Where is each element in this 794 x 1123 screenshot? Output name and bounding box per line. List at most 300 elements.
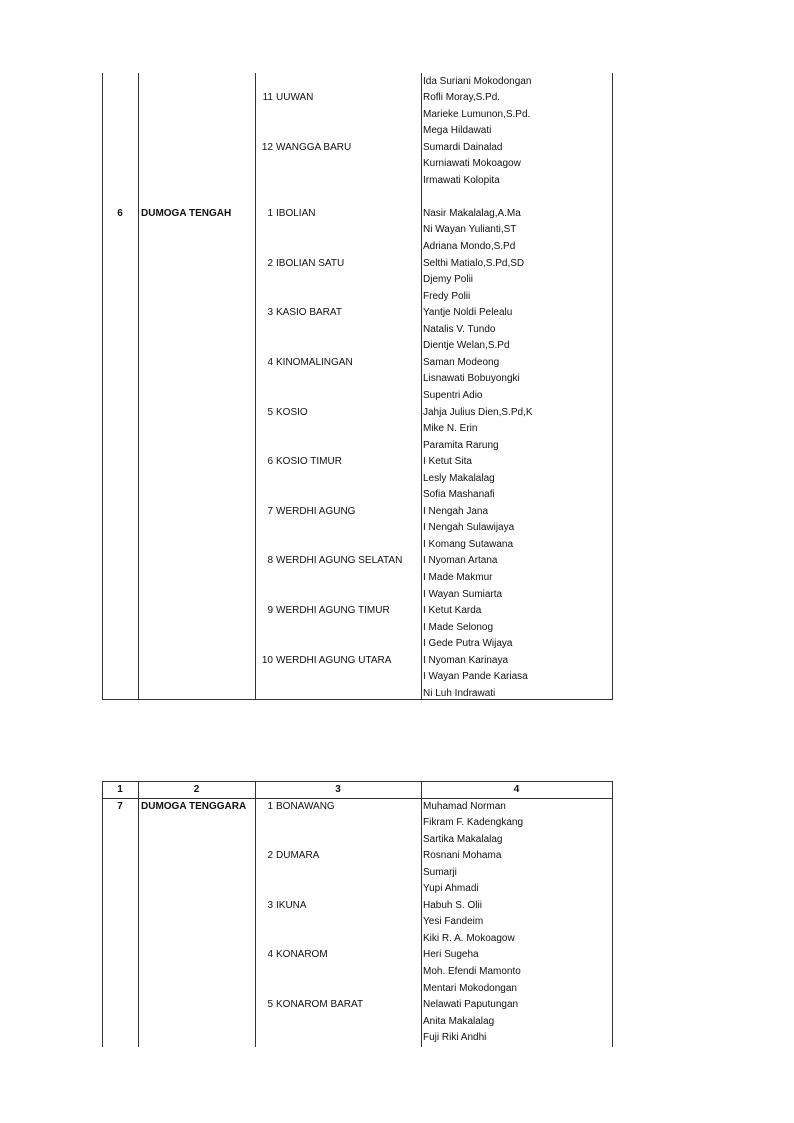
row-number (102, 173, 138, 190)
official-name: Sartika Makalalag (423, 833, 503, 845)
kecamatan-name (141, 1014, 255, 1031)
table-row (102, 322, 613, 339)
kecamatan-name (141, 553, 255, 570)
desa-name: WERDHI AGUNG (276, 505, 356, 517)
kecamatan-name (141, 947, 255, 964)
desa-name (276, 914, 436, 931)
row-number (102, 553, 138, 570)
desa-name (276, 669, 436, 686)
row-number (102, 454, 138, 471)
table-row (102, 799, 613, 816)
table-row (102, 371, 613, 388)
table-row (102, 156, 613, 173)
official-name: Nelawati Paputungan (423, 999, 519, 1011)
desa-name (276, 239, 436, 256)
desa-number (255, 438, 273, 455)
desa-name (276, 636, 436, 653)
official-name: Djemy Polii (423, 274, 474, 286)
official-name: Fikram F. Kadengkang (423, 817, 524, 829)
kecamatan-name: DUMOGA TENGAH (141, 207, 232, 219)
desa-number: 4 (267, 949, 273, 961)
table-row (102, 815, 613, 832)
desa-name (276, 815, 436, 832)
table-row (102, 305, 613, 322)
kecamatan-name (141, 997, 255, 1014)
desa-name: KOSIO (276, 406, 308, 418)
desa-number: 2 (267, 257, 273, 269)
official-name: Yesi Fandeim (423, 916, 484, 928)
table-row (102, 603, 613, 620)
table-row (102, 173, 613, 190)
kecamatan-name (141, 239, 255, 256)
official-name: Mega Hildawati (423, 125, 492, 137)
desa-number (255, 371, 273, 388)
kecamatan-name (141, 520, 255, 537)
table-row (102, 438, 613, 455)
kecamatan-name (141, 981, 255, 998)
row-number (102, 815, 138, 832)
row-number (102, 504, 138, 521)
table-row (102, 107, 613, 124)
table-row (102, 832, 613, 849)
official-name: Fuji Riki Andhi (423, 1032, 487, 1044)
desa-number (255, 914, 273, 931)
row-number (102, 914, 138, 931)
row-number (102, 931, 138, 948)
official-name: Mentari Mokodongan (423, 982, 517, 994)
row-number (102, 272, 138, 289)
row-number (102, 848, 138, 865)
official-name: I Nengah Sulawijaya (423, 522, 515, 534)
row-number (102, 832, 138, 849)
table-row (102, 686, 613, 703)
desa-name (276, 931, 436, 948)
table-row (102, 189, 613, 206)
official-name: Marieke Lumunon,S.Pd. (423, 108, 531, 120)
table-row (102, 123, 613, 140)
header-row (102, 782, 613, 799)
kecamatan-name (141, 669, 255, 686)
official-name: I Wayan Pande Kariasa (423, 671, 528, 683)
row-number (102, 686, 138, 703)
kecamatan-name (141, 123, 255, 140)
official-name (423, 189, 613, 206)
kecamatan-name (141, 537, 255, 554)
desa-number (255, 123, 273, 140)
official-name: Natalis V. Tundo (423, 323, 496, 335)
official-name: I Komang Sutawana (423, 538, 514, 550)
desa-name (276, 881, 436, 898)
row-number (102, 964, 138, 981)
kecamatan-name (141, 371, 255, 388)
desa-name: WANGGA BARU (276, 141, 352, 153)
official-name: I Made Selonog (423, 621, 494, 633)
table-row (102, 388, 613, 405)
desa-name (276, 686, 436, 703)
kecamatan-name (141, 107, 255, 124)
official-name: Nasir Makalalag,A.Ma (423, 207, 521, 219)
desa-name: WERDHI AGUNG SELATAN (276, 555, 403, 567)
table-row (102, 587, 613, 604)
official-name: I Nengah Jana (423, 505, 489, 517)
desa-number (255, 620, 273, 637)
table-row (102, 865, 613, 882)
official-name: Sofia Mashanafi (423, 489, 495, 501)
desa-name (276, 107, 436, 124)
desa-name (276, 222, 436, 239)
official-name: Supentri Adio (423, 389, 483, 401)
official-name: I Wayan Sumiarta (423, 588, 503, 600)
desa-number (255, 272, 273, 289)
table-row (102, 520, 613, 537)
row-number (102, 587, 138, 604)
row-number (102, 107, 138, 124)
desa-number: 3 (267, 899, 273, 911)
official-name: Paramita Rarung (423, 439, 499, 451)
desa-number: 9 (267, 605, 273, 617)
row-number (102, 653, 138, 670)
desa-number (255, 931, 273, 948)
desa-number (255, 537, 273, 554)
official-name: I Ketut Karda (423, 605, 482, 617)
table-row (102, 848, 613, 865)
desa-name (276, 388, 436, 405)
official-name: Yupi Ahmadi (423, 883, 479, 895)
table-row (102, 90, 613, 107)
desa-number: 12 (261, 141, 273, 153)
header-col-2: 2 (193, 783, 200, 795)
official-name: Selthi Matialo,S.Pd,SD (423, 257, 525, 269)
desa-number (255, 322, 273, 339)
desa-name (276, 487, 436, 504)
row-number (102, 371, 138, 388)
desa-number (255, 156, 273, 173)
desa-number (255, 107, 273, 124)
kecamatan-name (141, 338, 255, 355)
row-number (102, 537, 138, 554)
row-number (102, 305, 138, 322)
kecamatan-name (141, 305, 255, 322)
desa-name (276, 74, 436, 91)
row-number (102, 74, 138, 91)
desa-name: IBOLIAN (276, 207, 316, 219)
official-name: I Ketut Sita (423, 456, 472, 468)
desa-number (255, 487, 273, 504)
table-row (102, 239, 613, 256)
row-number (102, 520, 138, 537)
table-row (102, 914, 613, 931)
desa-name: KOSIO TIMUR (276, 456, 342, 468)
desa-number: 1 (267, 800, 273, 812)
kecamatan-name (141, 156, 255, 173)
official-name: I Gede Putra Wijaya (423, 638, 513, 650)
desa-number (255, 388, 273, 405)
kecamatan-name (141, 74, 255, 91)
desa-number: 10 (261, 654, 273, 666)
row-number (102, 256, 138, 273)
row-number (102, 222, 138, 239)
desa-number: 5 (267, 999, 273, 1011)
row-number (102, 636, 138, 653)
desa-number (255, 815, 273, 832)
desa-number (255, 1014, 273, 1031)
desa-number (255, 74, 273, 91)
kecamatan-name (141, 848, 255, 865)
official-name: Dientje Welan,S.Pd (423, 340, 510, 352)
desa-number: 3 (267, 307, 273, 319)
table-row (102, 471, 613, 488)
official-name: Rofli Moray,S.Pd. (423, 92, 501, 104)
table-row (102, 421, 613, 438)
desa-name: DUMARA (276, 850, 320, 862)
row-number (102, 123, 138, 140)
desa-name (276, 964, 436, 981)
row-number (102, 140, 138, 157)
table-row (102, 881, 613, 898)
desa-number: 6 (267, 456, 273, 468)
official-name: Ni Luh Indrawati (423, 687, 496, 699)
header-col-1: 1 (117, 783, 123, 795)
official-name: Kurniawati Mokoagow (423, 158, 521, 170)
kecamatan-name (141, 964, 255, 981)
desa-name (276, 338, 436, 355)
kecamatan-name (141, 189, 255, 206)
row-number (102, 322, 138, 339)
table-row (102, 222, 613, 239)
desa-name (276, 322, 436, 339)
desa-number (255, 686, 273, 703)
desa-number: 7 (267, 505, 273, 517)
kecamatan-name (141, 881, 255, 898)
desa-number (255, 832, 273, 849)
desa-name: BONAWANG (276, 800, 335, 812)
desa-name: IBOLIAN SATU (276, 257, 345, 269)
desa-number (255, 173, 273, 190)
row-number (102, 355, 138, 372)
row-number (102, 997, 138, 1014)
official-name: I Made Makmur (423, 572, 493, 583)
row-number (102, 865, 138, 882)
desa-name (276, 832, 436, 849)
desa-name: KINOMALINGAN (276, 356, 353, 368)
official-name: Lesly Makalalag (423, 472, 495, 484)
kecamatan-name (141, 620, 255, 637)
desa-number: 2 (267, 850, 273, 862)
official-name: Irmawati Kolopita (423, 174, 500, 186)
table-row (102, 620, 613, 637)
table-row (102, 405, 613, 422)
table-row (102, 947, 613, 964)
kecamatan-name (141, 140, 255, 157)
desa-number (255, 1030, 273, 1047)
table-row (102, 653, 613, 670)
row-number (102, 438, 138, 455)
row-number (102, 1014, 138, 1031)
desa-number (255, 421, 273, 438)
official-name: Anita Makalalag (423, 1015, 495, 1027)
table-row (102, 981, 613, 998)
desa-name (276, 189, 436, 206)
kecamatan-name (141, 865, 255, 882)
kecamatan-name (141, 570, 255, 587)
desa-name: IKUNA (276, 899, 307, 911)
desa-name (276, 620, 436, 637)
table-row (102, 256, 613, 273)
desa-name (276, 1030, 436, 1047)
kecamatan-name (141, 438, 255, 455)
table-row (102, 454, 613, 471)
desa-number (255, 338, 273, 355)
table-row (102, 1030, 613, 1047)
official-name: I Nyoman Karinaya (423, 654, 509, 666)
desa-name: KASIO BARAT (276, 307, 342, 319)
desa-name (276, 981, 436, 998)
table-row (102, 931, 613, 948)
kecamatan-name (141, 587, 255, 604)
row-number (102, 156, 138, 173)
officials-table-dumoga-tenggara (102, 781, 613, 1047)
desa-name (276, 272, 436, 289)
kecamatan-name (141, 686, 255, 703)
row-number (102, 947, 138, 964)
official-name: Lisnawati Bobuyongki (423, 373, 520, 385)
table-row (102, 997, 613, 1014)
official-name: Ida Suriani Mokodongan (423, 75, 532, 87)
row-number (102, 603, 138, 620)
header-col-4: 4 (513, 783, 520, 795)
row-number (102, 570, 138, 587)
row-number (102, 1030, 138, 1047)
kecamatan-name (141, 355, 255, 372)
kecamatan-name (141, 487, 255, 504)
official-name: Mike N. Erin (423, 423, 478, 435)
row-number (102, 981, 138, 998)
row-number: 6 (117, 207, 123, 219)
kecamatan-name (141, 388, 255, 405)
table-row (102, 140, 613, 157)
row-number (102, 289, 138, 306)
official-name: Sumarji (423, 866, 457, 878)
table-row (102, 537, 613, 554)
table-row (102, 487, 613, 504)
table-row (102, 1014, 613, 1031)
kecamatan-name (141, 636, 255, 653)
kecamatan-name (141, 931, 255, 948)
officials-table-continued (102, 73, 613, 700)
table-row (102, 964, 613, 981)
row-number (102, 471, 138, 488)
desa-name: UUWAN (276, 92, 314, 104)
official-name: Moh. Efendi Mamonto (423, 966, 521, 977)
row-number (102, 421, 138, 438)
row-number (102, 881, 138, 898)
table-row (102, 74, 613, 91)
desa-name (276, 173, 436, 190)
row-number (102, 90, 138, 107)
table-row (102, 504, 613, 521)
kecamatan-name (141, 454, 255, 471)
table-row (102, 338, 613, 355)
desa-number (255, 636, 273, 653)
kecamatan-name (141, 90, 255, 107)
desa-name (276, 438, 436, 455)
kecamatan-name (141, 603, 255, 620)
kecamatan-name (141, 173, 255, 190)
row-number (102, 898, 138, 915)
desa-name: WERDHI AGUNG UTARA (276, 654, 392, 666)
desa-name (276, 123, 436, 140)
kecamatan-name (141, 272, 255, 289)
official-name: Jahja Julius Dien,S.Pd,K (423, 406, 533, 418)
desa-name (276, 520, 436, 537)
kecamatan-name (141, 222, 255, 239)
table-row (102, 669, 613, 686)
desa-name (276, 1014, 436, 1031)
desa-name (276, 570, 436, 587)
row-number (102, 669, 138, 686)
table-row (102, 898, 613, 915)
desa-number (255, 222, 273, 239)
official-name: Muhamad Norman (423, 800, 506, 812)
table-row (102, 289, 613, 306)
desa-number (255, 587, 273, 604)
row-number (102, 388, 138, 405)
desa-number: 8 (267, 555, 273, 567)
desa-number: 4 (267, 356, 273, 368)
official-name: Rosnani Mohama (423, 850, 502, 862)
official-name: Saman Modeong (423, 356, 500, 368)
row-number (102, 405, 138, 422)
row-number (102, 620, 138, 637)
row-number (102, 189, 138, 206)
kecamatan-name (141, 421, 255, 438)
official-name: Habuh S. Olii (423, 899, 482, 911)
row-number: 7 (117, 800, 123, 812)
kecamatan-name (141, 832, 255, 849)
row-number (102, 239, 138, 256)
desa-name (276, 587, 436, 604)
desa-name: WERDHI AGUNG TIMUR (276, 605, 390, 617)
desa-name (276, 156, 436, 173)
official-name: Heri Sugeha (423, 949, 479, 961)
kecamatan-name (141, 1030, 255, 1047)
kecamatan-name (141, 815, 255, 832)
table-row (102, 206, 613, 223)
desa-number (255, 981, 273, 998)
official-name: Ni Wayan Yulianti,ST (423, 224, 517, 236)
desa-name (276, 289, 436, 306)
kecamatan-name (141, 289, 255, 306)
desa-name (276, 371, 436, 388)
official-name: Adriana Mondo,S.Pd (423, 241, 516, 252)
desa-number (255, 471, 273, 488)
kecamatan-name (141, 504, 255, 521)
desa-number: 11 (262, 92, 273, 104)
desa-name (276, 865, 436, 882)
official-name: Kiki R. A. Mokoagow (423, 932, 515, 944)
official-name: Sumardi Dainalad (423, 141, 503, 153)
kecamatan-name (141, 405, 255, 422)
desa-number (255, 865, 273, 882)
desa-number: 1 (267, 207, 273, 219)
header-col-3: 3 (335, 783, 341, 795)
desa-number (255, 964, 273, 981)
table-row (102, 355, 613, 372)
desa-name (276, 421, 436, 438)
desa-name (276, 537, 436, 554)
row-number (102, 487, 138, 504)
table-row (102, 272, 613, 289)
